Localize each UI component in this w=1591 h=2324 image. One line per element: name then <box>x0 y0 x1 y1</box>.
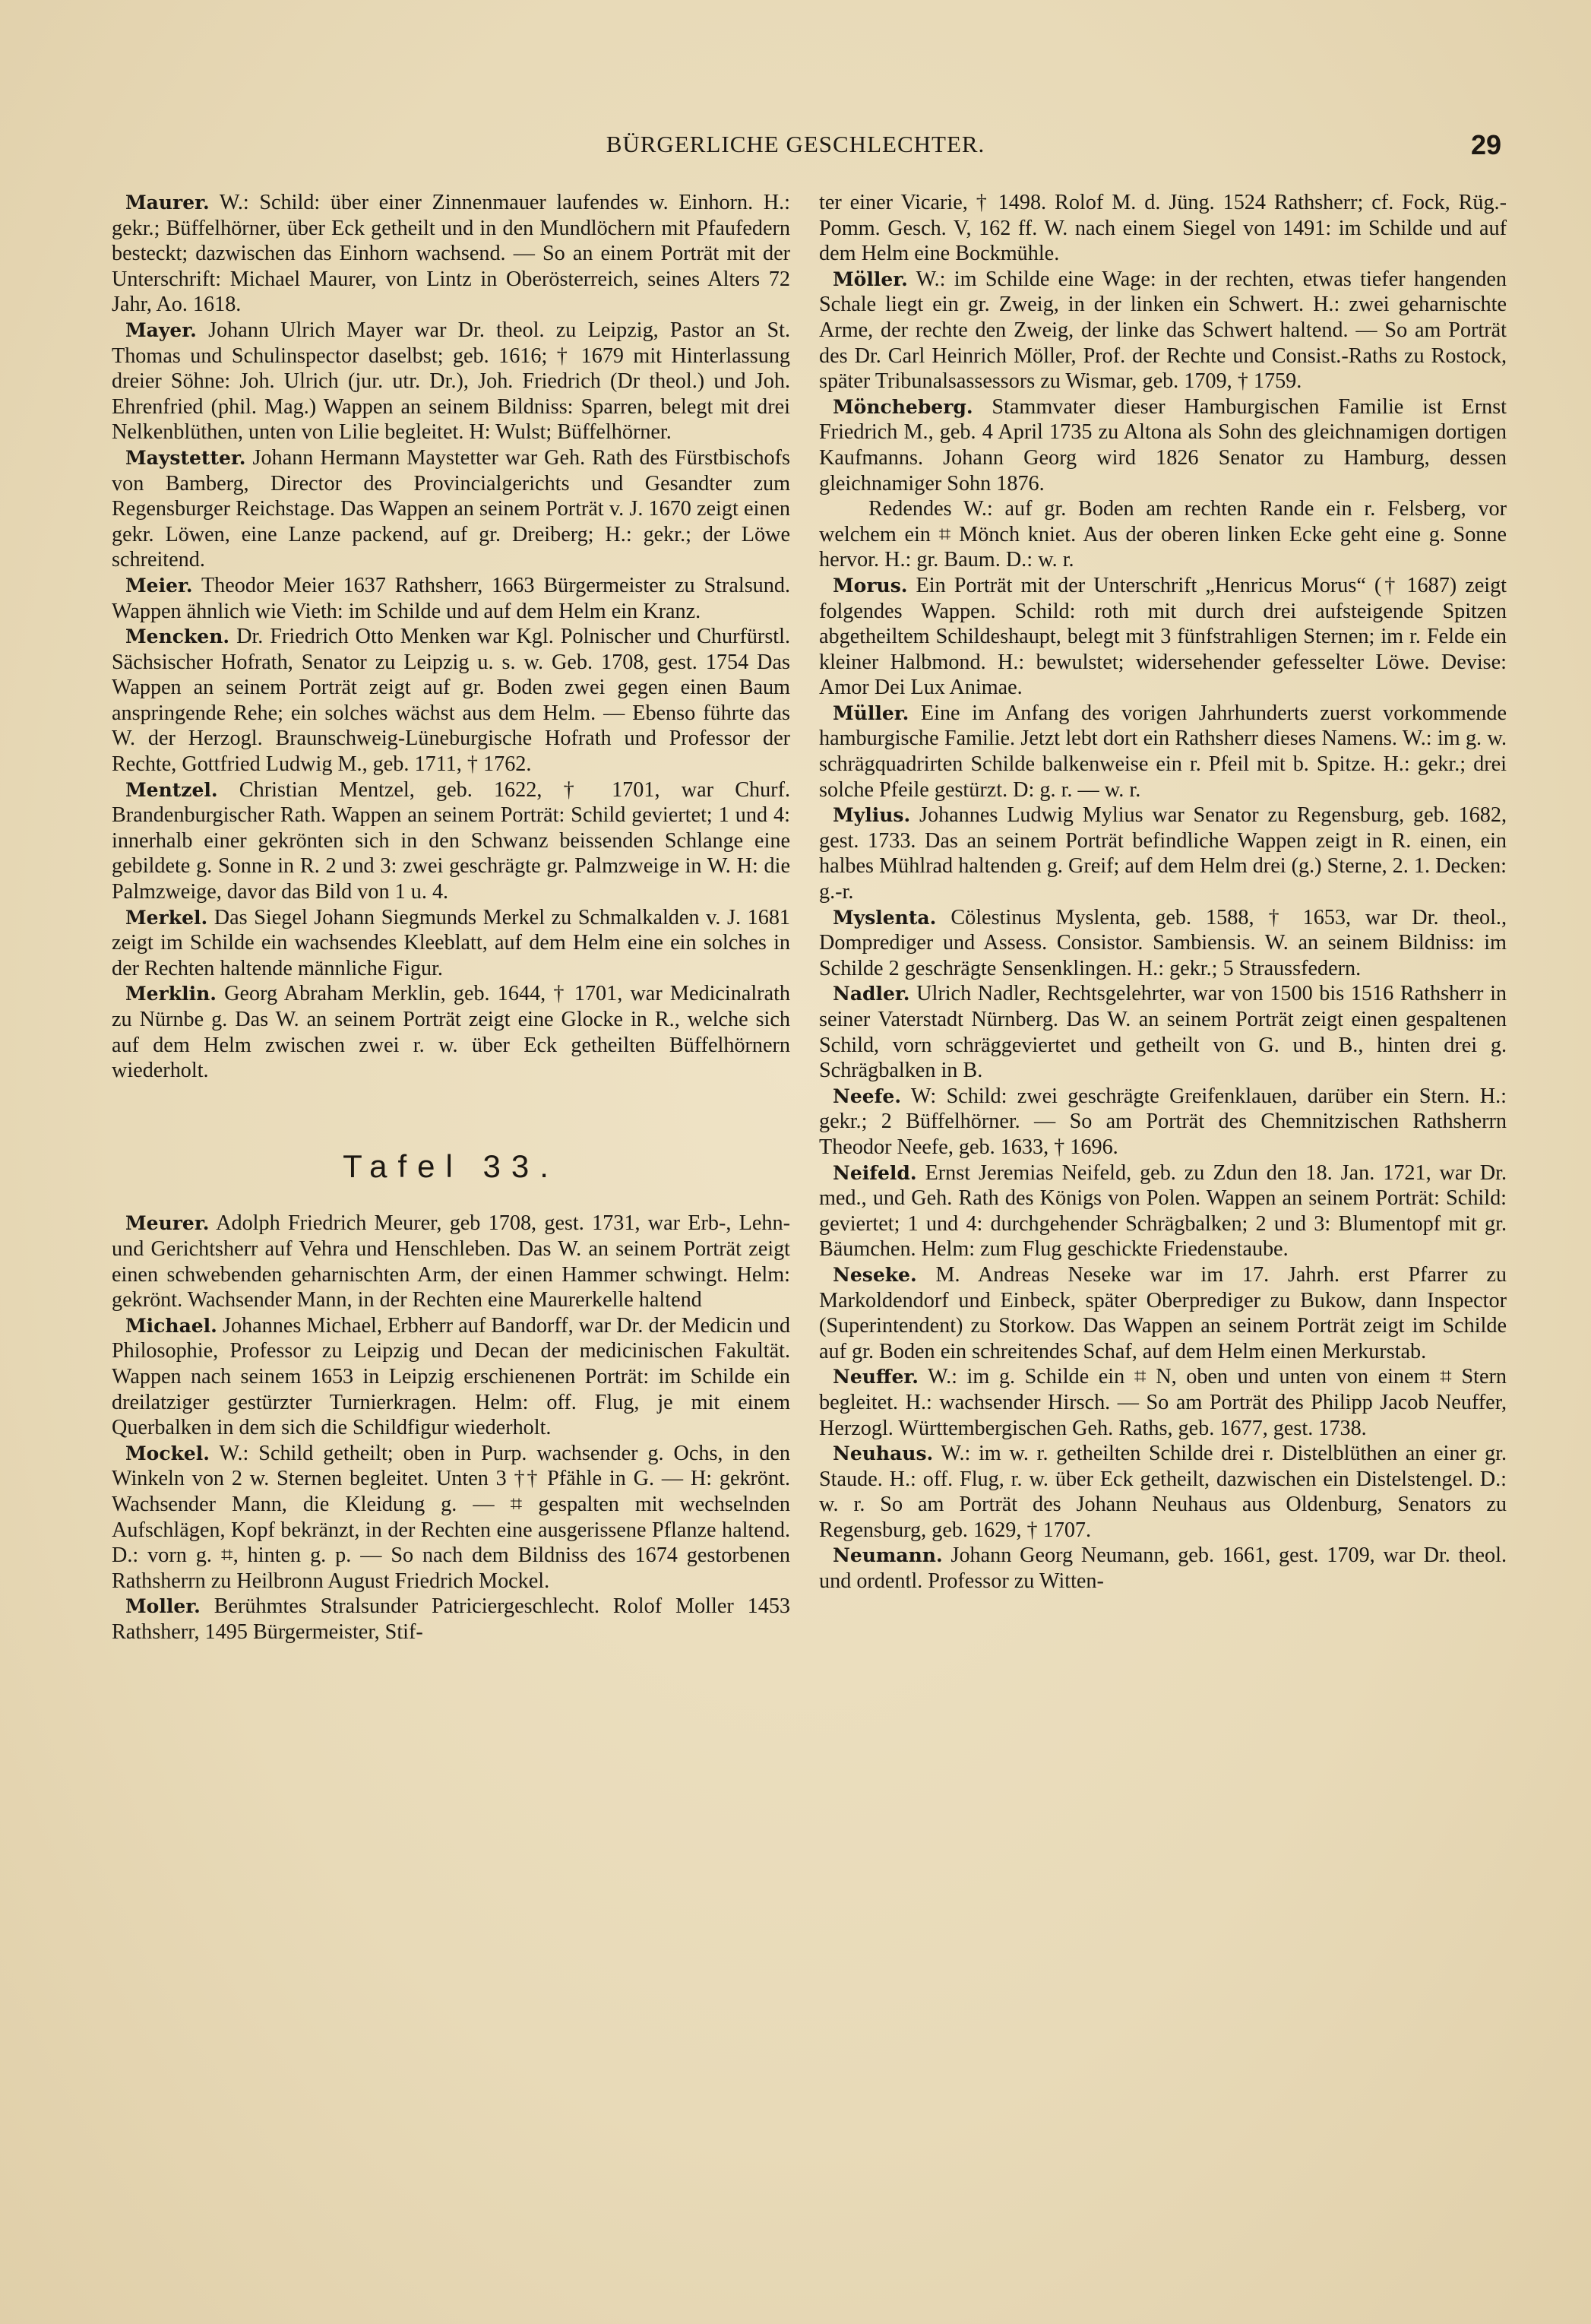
entry-name: Mentzel. <box>125 778 218 801</box>
right-entries-second <box>819 573 1507 1594</box>
entry-text: Das Siegel Johann Siegmunds Merkel zu Schmalkalden v. J. 1681 zeigt im Schilde ein wachsendes Kleeblatt, auf dem Helm eine ein solches in der Rechten haltende männliche Figur. <box>112 905 791 980</box>
entry-text: Christian Mentzel, geb. 1622, † 1701, war Churf. Brandenburgischer Rath. Wappen an seinem Porträt: Schild geviertet; 1 und 4: innerhalb einer gekrönten sich in den Schwanz beissenden Schlange eine gebildete g. Sonne in R. 2 und 3: zwei geschrägte gr. Palmzweige in W. H: die Palmzweige, davor das Bild von 1 u. 4. <box>112 777 790 904</box>
section-heading: Tafel 33. <box>343 1148 559 1184</box>
entry-text: Theodor Meier 1637 Rathsherr, 1663 Bürgermeister zu Stralsund. Wappen ähnlich wie Vieth: im Schilde und auf dem Helm ein Kranz. <box>112 573 790 623</box>
entry-name: Nadler. <box>833 983 910 1005</box>
entry-text: Eine im Anfang des vorigen Jahrhunderts zuerst vorkommende hamburgische Familie. Jetzt lebt dort ein Rathsherr dieses Namens. W.: im g. w. schrägquadrirten Schilde balkenweise ein r. Pfeil mit b. Spitze. H.: gekr.; drei solche Pfeile gestürzt. D: g. r. — w. r. <box>819 701 1507 802</box>
entry-name: Neuffer. <box>833 1366 919 1388</box>
entry-name: Mayer. <box>125 318 197 341</box>
entry <box>112 1313 790 1441</box>
left-entries-before-heading <box>112 190 790 1084</box>
entry-name: Morus. <box>833 574 908 597</box>
entry <box>112 905 790 982</box>
entry-name: Neseke. <box>833 1263 917 1286</box>
entry-text: W.: im w. r. getheilten Schilde drei r. Distelblüthen an einer gr. Staude. H.: off. Flug, r. w. über Eck getheilt, dazwischen ein Distelstengel. D.: w. r. So am Porträt des Johann Neuhaus aus Oldenburg, Senators zu Regensburg, geb. 1629, † 1707. <box>819 1442 1507 1542</box>
entry-text: Ulrich Nadler, Rechtsgelehrter, war von 1500 bis 1516 Rathsherr in seiner Vaterstadt Nürnberg. Das W. an seinem Porträt zeigt einen gespaltenen Schild, vorn schräggeviertet und getheilt von G. und B., hinten drei g. Schrägbalken in B. <box>819 982 1507 1083</box>
entry-text: W: Schild: zwei geschrägte Greifenklauen, darüber ein Stern. H.: gekr.; 2 Büffelhörner. — So am Porträt des Chemnitzischen Rathsherrn Theodor Neefe, geb. 1633, † 1696. <box>819 1084 1507 1159</box>
entry-name: Möller. <box>833 268 908 290</box>
entry-name: Michael. <box>125 1314 217 1337</box>
left-column <box>112 190 790 1645</box>
entry-text: Cölestinus Myslenta, geb. 1588, † 1653, war Dr. theol., Domprediger und Assess. Consistor. Sambiensis. W. an seinem Bildniss: im Schilde 2 geschrägte Sensenklingen. H.: gekr.; 5 Straussfedern. <box>819 905 1507 980</box>
entry-name: Maurer. <box>125 192 210 214</box>
entry-text: Ernst Jeremias Neifeld, geb. zu Zdun den 18. Jan. 1721, war Dr. med., und Geh. Rath des Königs von Polen. Wappen an seinem Porträt: Schild: geviertet; 1 und 4: durchgehender Schrägbalken; 2 und 3: Blumentopf mit gr. Bäumchen. Helm: zum Flug geschickte Friedenstaube. <box>819 1160 1507 1262</box>
entry <box>112 573 790 624</box>
entry <box>819 1441 1507 1543</box>
entry-text: Dr. Friedrich Otto Menken war Kgl. Polnischer und Churfürstl. Sächsischer Hofrath, Senator zu Leipzig u. s. w. Geb. 1708, gest. 1754 Das Wappen an seinem Porträt zeigt auf gr. Boden zwei gegen einen Baum anspringende Rehe; ein solches wächst aus dem Helm. — Ebenso führte das W. der Herzogl. Braunschweig-Lüneburgische Hofrath und Professor der Rechte, Gottfried Ludwig M., geb. 1711, † 1762. <box>112 625 790 777</box>
entry-name: Merklin. <box>125 983 217 1005</box>
entry-text: W.: im g. Schilde ein ⌗ N, oben und unten von einem ⌗ Stern begleitet. H.: wachsender Hirsch. — So am Porträt des Philipp Jacob Neuffer, Herzogl. Württembergischen Geh. Raths, geb. 1677, gest. 1738. <box>819 1365 1507 1440</box>
left-entries-after-heading <box>112 1211 790 1645</box>
entry-text: Johannes Michael, Erbherr auf Bandorff, war Dr. der Medicin und Philosophie, Professor zu Leipzig und Decan der medicinischen Fakultät. Wappen nach seinem 1653 in Leipzig erschienenen Porträt: im Schilde ein dreilatziger gestürzter Turnierkragen. Helm: off. Flug, je mit einem Querbalken in dem sich die Schildfigur wiederholt. <box>112 1313 790 1440</box>
entry <box>112 981 790 1083</box>
entry <box>112 445 790 573</box>
right-entries-first <box>819 267 1507 496</box>
entry <box>112 1594 790 1645</box>
entry-text: Johannes Ludwig Mylius war Senator zu Regensburg, geb. 1682, gest. 1733. Das an seinem Porträt befindliche Wappen zeigt in R. einen, ein halbes Mühlrad haltenden g. Greif; auf dem Helm drei (g.) Sterne, 2. 1. Decken: g.-r. <box>819 803 1507 904</box>
entry <box>819 1160 1507 1262</box>
entry <box>819 1543 1507 1594</box>
entry <box>819 701 1507 803</box>
entry <box>819 981 1507 1083</box>
entry-name: Neuhaus. <box>833 1442 934 1465</box>
entry-text: Adolph Friedrich Meurer, geb 1708, gest. 1731, war Erb-, Lehn- und Gerichtsherr auf Vehra und Henschleben. Das W. an seinem Porträt zeigt einen schwebenden geharnischten Arm, der einen Hammer schwingt. Helm: gekrönt. Wachsender Mann, in der Rechten eine Maurerkelle haltend <box>112 1211 790 1312</box>
entry-text: Ein Porträt mit der Unterschrift „Henricus Morus“ († 1687) zeigt folgendes Wappen. Schild: roth mit durch drei aufsteigende Spitzen abgetheiltem Schildeshaupt, belegt mit 3 fünfstrahligen Sternen; im r. Felde ein kleiner Halbmond. H.: bewulstet; widersehender gefesselter Löwe. Devise: Amor Dei Lux Animae. <box>819 573 1507 700</box>
entry <box>819 267 1507 394</box>
entry-name: Moller. <box>125 1595 201 1618</box>
entry-name: Neefe. <box>833 1084 902 1107</box>
entry <box>819 905 1507 982</box>
continuation-paragraph: ter einer Vicarie, † 1498. Rolof M. d. Jüng. 1524 Rathsherr; cf. Fock, Rüg.-Pomm. Gesch. V, 162 ff. W. nach einem Siegel von 1491: im Schilde und auf dem Helm eine Bockmühle. <box>819 191 1507 266</box>
entry <box>112 1211 790 1312</box>
entry-text: W.: Schild getheilt; oben in Purp. wachsender g. Ochs, in den Winkeln von 2 w. Sternen begleitet. Unten 3 †† Pfähle in G. — H: gekrönt. Wachsender Mann, die Kleidung g. — ⌗ gespalten mit wechselnden Aufschlägen, Kopf bekränzt, in der Rechten eine ausgerissene Pflanze haltend. D.: vorn g. ⌗, hinten g. p. — So nach dem Bildniss des 1674 gestorbenen Rathsherrn zu Heilbronn August Friedrich Mockel. <box>112 1441 790 1593</box>
entry <box>112 1441 790 1594</box>
entry-name: Neumann. <box>833 1544 943 1567</box>
entry <box>819 1084 1507 1160</box>
entry-name: Müller. <box>833 701 909 724</box>
entry-name: Maystetter. <box>125 446 246 469</box>
page-number: 29 <box>1470 129 1501 160</box>
sub-paragraph: Redendes W.: auf gr. Boden am rechten Rande ein r. Felsberg, vor welchem ein ⌗ Mönch kniet. Aus der oberen linken Ecke geht eine g. Sonne hervor. H.: gr. Baum. D.: w. r. <box>819 497 1507 572</box>
entry-text: Johann Ulrich Mayer war Dr. theol. zu Leipzig, Pastor an St. Thomas und Schulinspector daselbst; geb. 1616; † 1679 mit Hinterlassung dreier Söhne: Joh. Ulrich (jur. utr. Dr.), Joh. Friedrich (Dr theol.) und Joh. Ehrenfried (phil. Mag.) Wappen an seinem Bildniss: Sparren, belegt mit drei Nelkenblüthen, unten von Lilie begleitet. H: Wulst; Büffelhörner. <box>112 318 790 445</box>
entry <box>819 394 1507 496</box>
entry <box>112 777 790 905</box>
entry <box>819 573 1507 701</box>
entry <box>112 624 790 777</box>
entry-text: Johann Georg Neumann, geb. 1661, gest. 1709, war Dr. theol. und ordentl. Professor zu Witten- <box>819 1544 1507 1594</box>
entry-text: W.: Schild: über einer Zinnenmauer laufendes w. Einhorn. H.: gekr.; Büffelhörner, über Eck getheilt und in den Mundlöchern mit Pfaufedern besteckt; dazwischen das Einhorn wachsend. — So an einem Porträt mit der Unterschrift: Michael Maurer, von Lintz in Oberösterreich, seines Alters 72 Jahr, Ao. 1618. <box>112 191 790 317</box>
entry-name: Neifeld. <box>833 1161 917 1184</box>
entry-text: W.: im Schilde eine Wage: in der rechten, etwas tiefer hangenden Schale liegt ein gr. Zweig, in der linken ein Schwert. H.: zwei geharnischte Arme, der rechte den Zweig, der linke das Schwert haltend. — So am Porträt des Dr. Carl Heinrich Möller, Prof. der Rechte und Consist.-Raths zu Rostock, später Tribunalsassessors zu Wismar, geb. 1709, † 1759. <box>819 267 1507 394</box>
entry-text: M. Andreas Neseke war im 17. Jahrh. erst Pfarrer zu Markoldendorf und Einbeck, später Oberprediger zu Bukow, dann Inspector (Superintendent) zu Storkow. Das Wappen an seinem Porträt zeigt im Schilde auf gr. Boden ein schreitendes Schaf, auf dem Helm einen Merkurstab. <box>819 1262 1507 1363</box>
entry-text: Stammvater dieser Hamburgischen Familie ist Ernst Friedrich M., geb. 4 April 1735 zu Altona als Sohn des gleichnamigen dortigen Kaufmanns. Johann Georg wird 1826 Senator zu Hamburg, dessen gleichnamiger Sohn 1876. <box>819 394 1507 496</box>
right-column <box>819 190 1507 1594</box>
entry-name: Mockel. <box>125 1442 210 1464</box>
entry-name: Mylius. <box>833 804 911 827</box>
entry <box>819 1364 1507 1441</box>
running-header: BÜRGERLICHE GESCHLECHTER. <box>606 131 985 157</box>
entry-text: Johann Hermann Maystetter war Geh. Rath des Fürstbischofs von Bamberg, Director des Provincialgerichts und Gesandter zum Regensburger Reichstage. Das Wappen an seinem Porträt v. J. 1670 zeigt einen gekr. Löwen, eine Lanze packend, auf gr. Dreiberg; H.: gekr.; der Löwe schreitend. <box>112 445 790 572</box>
entry-name: Meurer. <box>125 1212 210 1235</box>
entry-name: Mencken. <box>125 625 230 648</box>
entry-text: Georg Abraham Merklin, geb. 1644, † 1701, war Medicinalrath zu Nürnbe g. Das W. an seinem Porträt zeigt eine Glocke in R., welche sich auf dem Helm zwischen zwei r. w. über Eck getheilten Büffelhörnern wiederholt. <box>112 982 791 1083</box>
entry <box>112 190 790 318</box>
entry <box>819 803 1507 904</box>
entry-name: Meier. <box>125 574 193 597</box>
entry-name: Myslenta. <box>833 906 937 929</box>
entry-name: Möncheberg. <box>833 395 973 418</box>
entry <box>819 1262 1507 1364</box>
entry-name: Merkel. <box>125 906 208 929</box>
entry <box>112 318 790 445</box>
entry-text: Berühmtes Stralsunder Patriciergeschlecht. Rolof Moller 1453 Rathsherr, 1495 Bürgermeister, Stif- <box>112 1594 791 1644</box>
